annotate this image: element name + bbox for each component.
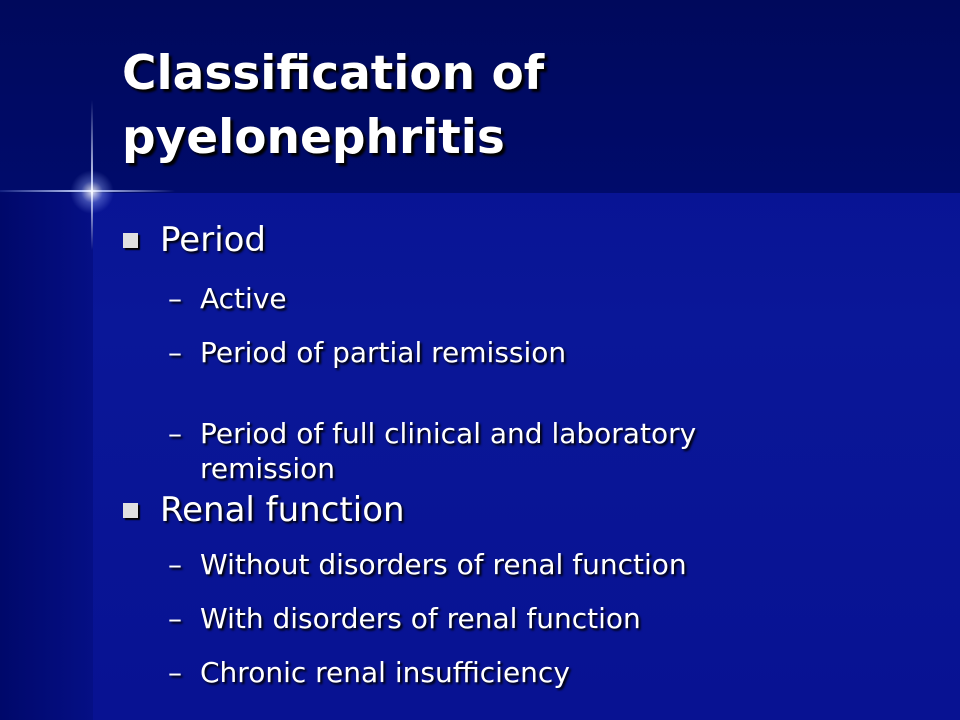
square-bullet-icon	[123, 233, 138, 248]
sub-bullet-label: Period of partial remission	[200, 336, 567, 369]
sub-bullet-label: Period of full clinical and laboratory	[200, 417, 697, 450]
sub-bullet-chronic-insufficiency	[168, 655, 570, 690]
sub-bullet-label: Without disorders of renal function	[200, 548, 687, 581]
sub-bullet-label-continued: remission	[200, 452, 336, 485]
bullet-label: Renal function	[160, 490, 405, 530]
bullet-period	[160, 220, 266, 260]
sub-bullet-label: Active	[200, 282, 287, 315]
sub-bullet-label: With disorders of renal function	[200, 602, 641, 635]
dash-icon: –	[168, 282, 182, 315]
title-line-1: Classification of	[122, 46, 545, 101]
bullet-label: Period	[160, 220, 267, 260]
sub-bullet-partial-remission	[168, 335, 566, 370]
dash-icon: –	[168, 602, 182, 635]
square-bullet-icon	[123, 503, 138, 518]
sub-bullet-without-disorders	[168, 547, 687, 582]
sub-bullet-active	[168, 281, 287, 316]
dash-icon: –	[168, 336, 182, 369]
dash-icon: –	[168, 656, 182, 689]
sub-bullet-label: Chronic renal insufficiency	[200, 656, 570, 689]
sub-bullet-with-disorders	[168, 601, 641, 636]
title-line-2: pyelonephritis	[122, 110, 505, 165]
sub-bullet-full-remission	[168, 416, 696, 486]
dash-icon: –	[168, 417, 182, 450]
dash-icon: –	[168, 548, 182, 581]
bullet-renal-function	[160, 490, 405, 530]
